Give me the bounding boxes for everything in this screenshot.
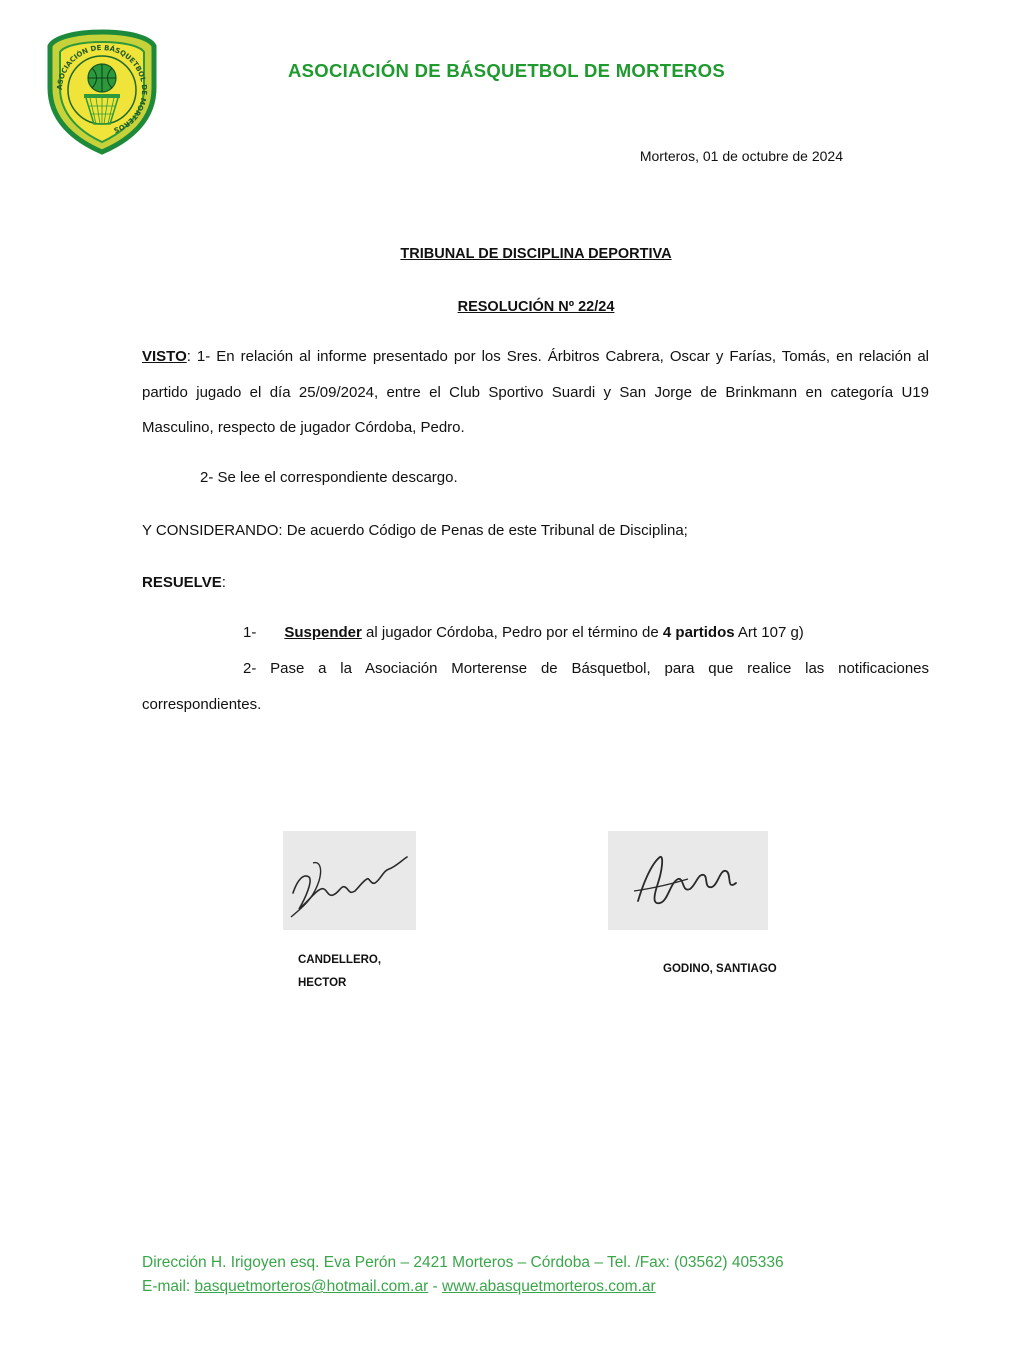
resuelve-heading	[142, 574, 226, 591]
item-text-a: al jugador Córdoba, Pedro por el término de	[361, 624, 663, 641]
item-number: 2-	[243, 660, 257, 677]
footer-contact	[142, 1278, 656, 1296]
suspend-action: Suspender	[284, 624, 362, 641]
item-text: Pase a la Asociación Morterense de Básquetbol, para que realice las notificaciones correspondientes.	[142, 660, 929, 713]
resuelve-label: RESUELVE	[142, 574, 222, 591]
considerando-text: Y CONSIDERANDO: De acuerdo Código de Penas de este Tribunal de Disciplina;	[142, 522, 688, 539]
resuelve-item-2	[142, 651, 929, 722]
item-text-b: Art 107 g)	[734, 624, 804, 641]
resuelve-item-1	[243, 624, 804, 641]
tribunal-title: TRIBUNAL DE DISCIPLINA DEPORTIVA	[400, 246, 672, 262]
signature-image-candellero	[283, 831, 416, 930]
resolution-title: RESOLUCIÓN Nº 22/24	[457, 299, 615, 315]
logo-ring-text: ASOCIACIÓN DE BÁSQUETBOL DE MORTEROS	[55, 43, 149, 135]
item-bold-penalty: 4 partidos	[662, 624, 735, 641]
visto-item-2: 2- Se lee el correspondiente descargo.	[200, 469, 458, 486]
document-date: Morteros, 01 de octubre de 2024	[639, 148, 843, 164]
association-logo	[44, 28, 160, 156]
signature-image-godino	[608, 831, 768, 930]
header-title: ASOCIACIÓN DE BÁSQUETBOL DE MORTEROS	[288, 60, 726, 81]
email-link[interactable]: basquetmorteros@hotmail.com.ar	[194, 1278, 429, 1295]
signatory-line-2: HECTOR	[298, 977, 347, 989]
visto-paragraph	[142, 339, 929, 446]
signatory-godino: GODINO, SANTIAGO	[663, 963, 777, 975]
resuelve-colon: :	[221, 574, 226, 591]
footer-address: Dirección H. Irigoyen esq. Eva Perón – 2421 Morteros – Córdoba – Tel. /Fax: (03562) 405336	[142, 1254, 784, 1271]
visto-label: VISTO	[142, 348, 187, 365]
signatory-line-1: CANDELLERO,	[298, 954, 382, 966]
website-link[interactable]: www.abasquetmorteros.com.ar	[442, 1278, 656, 1295]
email-label: E-mail:	[142, 1278, 195, 1295]
signatory-candellero	[298, 949, 381, 995]
item-number: 1-	[243, 624, 257, 641]
visto-text: : 1- En relación al informe presentado por los Sres. Árbitros Cabrera, Oscar y Farías, Tomás, en relación al partido jugado el día 25/09/2024, entre el Club Sportivo Suardi y San Jorge de Brinkmann en categoría U19 Masculino, respecto de jugador Córdoba, Pedro.	[142, 348, 929, 436]
footer-separator: -	[428, 1278, 443, 1295]
